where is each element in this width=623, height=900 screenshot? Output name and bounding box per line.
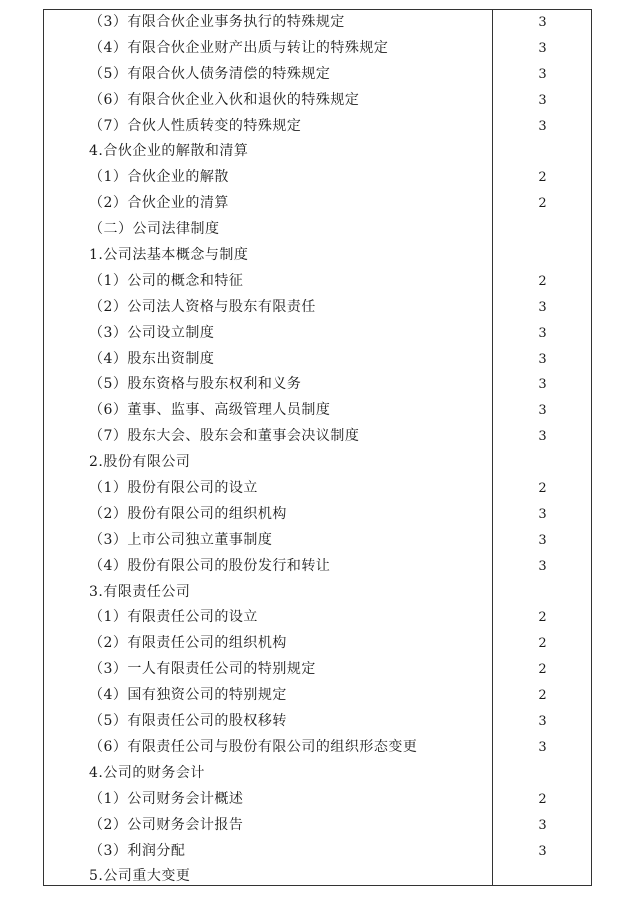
topic-cell: （3）利润分配 [89, 842, 186, 859]
level-cell: 3 [538, 299, 547, 315]
level-cell: 2 [538, 636, 547, 652]
level-cell: 3 [538, 739, 547, 755]
table-row [44, 839, 591, 865]
level-cell: 3 [538, 403, 547, 419]
table-row [44, 657, 591, 683]
table-row [44, 631, 591, 657]
level-cell: 3 [538, 66, 547, 82]
table-body [44, 10, 591, 885]
topic-cell: 2.股份有限公司 [89, 454, 191, 471]
table-row [44, 269, 591, 295]
level-cell: 3 [538, 40, 547, 56]
table-row [44, 36, 591, 62]
level-cell: 3 [538, 325, 547, 341]
level-cell: 2 [538, 273, 547, 289]
table-row [44, 321, 591, 347]
topic-cell: （2）公司法人资格与股东有限责任 [89, 298, 316, 315]
table-row [44, 114, 591, 140]
topic-cell: （6）董事、监事、高级管理人员制度 [89, 402, 331, 419]
table-row [44, 62, 591, 88]
table-row [44, 191, 591, 217]
topic-cell: （2）公司财务会计报告 [89, 816, 244, 833]
level-cell: 2 [538, 662, 547, 678]
topic-cell: （4）有限合伙企业财产出质与转让的特殊规定 [89, 39, 389, 56]
table-row [44, 502, 591, 528]
level-cell: 3 [538, 843, 547, 859]
topic-cell: （4）股份有限公司的股份发行和转让 [89, 557, 331, 574]
topic-cell: （3）上市公司独立董事制度 [89, 531, 273, 548]
topic-cell: （2）有限责任公司的组织机构 [89, 635, 287, 652]
section-heading-row [44, 139, 591, 165]
level-cell: 3 [538, 351, 547, 367]
table-row [44, 683, 591, 709]
topic-cell: （5）股东资格与股东权利和义务 [89, 376, 302, 393]
syllabus-table [43, 9, 592, 886]
topic-cell: （7）股东大会、股东会和董事会决议制度 [89, 428, 360, 445]
level-cell: 2 [538, 481, 547, 497]
table-row [44, 605, 591, 631]
topic-cell: （1）公司财务会计概述 [89, 790, 244, 807]
table-row [44, 424, 591, 450]
topic-cell: （3）公司设立制度 [89, 324, 215, 341]
level-cell: 2 [538, 688, 547, 704]
table-row [44, 88, 591, 114]
topic-cell: 4.合伙企业的解散和清算 [89, 143, 249, 160]
level-cell: 3 [538, 429, 547, 445]
level-cell: 3 [538, 817, 547, 833]
table-row [44, 735, 591, 761]
topic-cell: （6）有限责任公司与股份有限公司的组织形态变更 [89, 738, 418, 755]
section-heading-row [44, 243, 591, 269]
level-cell: 3 [538, 714, 547, 730]
level-cell: 2 [538, 791, 547, 807]
topic-cell: 3.有限责任公司 [89, 583, 191, 600]
topic-cell: 1.公司法基本概念与制度 [89, 247, 249, 264]
table-row [44, 476, 591, 502]
topic-cell: （5）有限合伙人债务清偿的特殊规定 [89, 65, 331, 82]
level-cell: 3 [538, 506, 547, 522]
topic-cell: （2）合伙企业的清算 [89, 195, 229, 212]
topic-cell: （二）公司法律制度 [89, 221, 220, 238]
topic-cell: （1）股份有限公司的设立 [89, 480, 258, 497]
table-row [44, 813, 591, 839]
level-cell: 2 [538, 170, 547, 186]
level-cell: 3 [538, 118, 547, 134]
table-row [44, 528, 591, 554]
topic-cell: （1）公司的概念和特征 [89, 272, 244, 289]
level-cell: 3 [538, 92, 547, 108]
topic-cell: 4.公司的财务会计 [89, 764, 205, 781]
topic-cell: （1）合伙企业的解散 [89, 169, 229, 186]
topic-cell: （1）有限责任公司的设立 [89, 609, 258, 626]
level-cell: 3 [538, 558, 547, 574]
table-row [44, 709, 591, 735]
level-cell: 3 [538, 15, 547, 30]
topic-cell: （3）一人有限责任公司的特别规定 [89, 661, 316, 678]
table-row [44, 10, 591, 36]
level-cell: 2 [538, 196, 547, 212]
topic-cell: （3）有限合伙企业事务执行的特殊规定 [89, 14, 345, 30]
table-row [44, 347, 591, 373]
topic-cell: （4）国有独资公司的特别规定 [89, 687, 287, 704]
topic-cell: （7）合伙人性质转变的特殊规定 [89, 117, 302, 134]
table-row [44, 554, 591, 580]
table-row [44, 295, 591, 321]
section-heading-row [44, 580, 591, 606]
table-row [44, 787, 591, 813]
table-row [44, 398, 591, 424]
table-row [44, 165, 591, 191]
topic-cell: 5.公司重大变更 [89, 868, 191, 885]
level-cell: 2 [538, 610, 547, 626]
topic-cell: （6）有限合伙企业入伙和退伙的特殊规定 [89, 91, 360, 108]
section-heading-row [44, 864, 591, 890]
topic-cell: （4）股东出资制度 [89, 350, 215, 367]
table-row [44, 372, 591, 398]
section-heading-row [44, 761, 591, 787]
level-cell: 3 [538, 377, 547, 393]
topic-cell: （5）有限责任公司的股权移转 [89, 713, 287, 730]
section-heading-row [44, 217, 591, 243]
section-heading-row [44, 450, 591, 476]
topic-cell: （2）股份有限公司的组织机构 [89, 505, 287, 522]
level-cell: 3 [538, 532, 547, 548]
